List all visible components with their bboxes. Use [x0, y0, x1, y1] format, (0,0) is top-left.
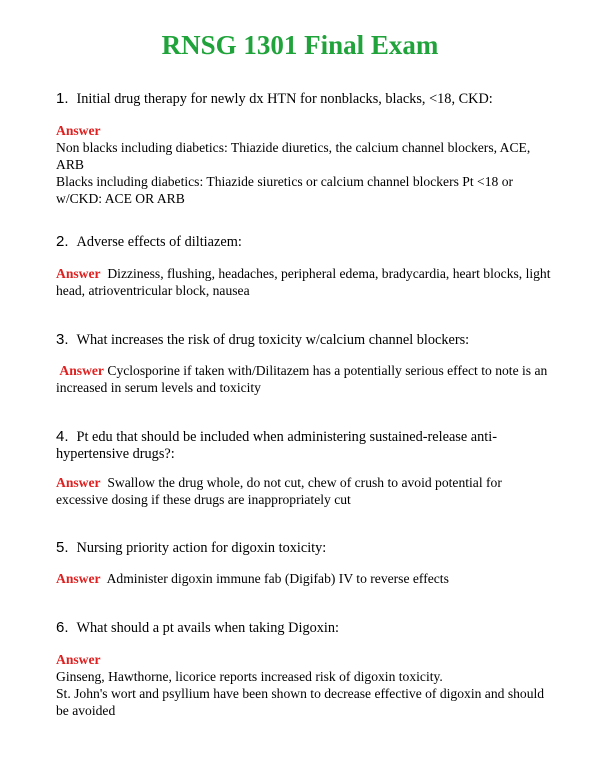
question-text: What should a pt avails when taking Digoxin: — [76, 620, 339, 636]
answer-text: Cyclosporine if taken with/Dilitazem has a potentially serious effect to note is an increased in serum levels and toxicity — [56, 363, 548, 395]
question-number: 2. — [56, 233, 69, 250]
question-number: 1. — [56, 90, 69, 107]
question-number: 6. — [56, 619, 69, 636]
answer-label: Answer — [59, 363, 104, 378]
question-4 — [56, 428, 556, 463]
answer-5 — [56, 570, 556, 587]
answer-label: Answer — [56, 571, 101, 586]
answer-2 — [56, 265, 556, 299]
answer-4 — [56, 474, 556, 508]
question-2 — [56, 233, 556, 251]
answer-label: Answer — [56, 475, 101, 490]
question-text: Adverse effects of diltiazem: — [76, 234, 242, 250]
answer-label: Answer — [56, 266, 101, 281]
answer-6 — [56, 651, 556, 719]
page-title: RNSG 1301 Final Exam — [161, 30, 439, 60]
answer-text: Dizziness, flushing, headaches, peripheral edema, bradycardia, heart blocks, light head, atrioventricular block, nausea — [56, 266, 551, 298]
question-text: Pt edu that should be included when administering sustained-release anti- hypertensive drugs?: — [56, 429, 497, 462]
question-3 — [56, 331, 556, 349]
answer-line: Blacks including diabetics: Thiazide siuretics or calcium channel blockers Pt <18 or w/CKD: ACE OR ARB — [56, 174, 514, 206]
question-1 — [56, 90, 556, 108]
answer-3 — [56, 362, 556, 396]
question-text: Nursing priority action for digoxin toxicity: — [76, 540, 327, 556]
question-6 — [56, 619, 556, 637]
answer-text: Administer digoxin immune fab (Digifab) IV to reverse effects — [106, 571, 449, 586]
answer-line: Non blacks including diabetics: Thiazide diuretics, the calcium channel blockers, ACE, ARB — [56, 140, 531, 172]
question-5 — [56, 539, 556, 557]
question-text: Initial drug therapy for newly dx HTN for nonblacks, blacks, <18, CKD: — [76, 91, 493, 107]
answer-line: St. John's wort and psyllium have been shown to decrease effective of digoxin and should be avoided — [56, 686, 545, 718]
answer-text: Swallow the drug whole, do not cut, chew of crush to avoid potential for excessive dosing if these drugs are inappropriately cut — [56, 475, 502, 507]
answer-label: Answer — [56, 123, 101, 138]
answer-label: Answer — [56, 652, 101, 667]
question-text: What increases the risk of drug toxicity w/calcium channel blockers: — [76, 332, 470, 348]
question-number: 5. — [56, 539, 69, 556]
question-number: 4. — [56, 428, 69, 445]
answer-line: Ginseng, Hawthorne, licorice reports increased risk of digoxin toxicity. — [56, 669, 443, 684]
question-number: 3. — [56, 331, 69, 348]
answer-1 — [56, 122, 556, 207]
